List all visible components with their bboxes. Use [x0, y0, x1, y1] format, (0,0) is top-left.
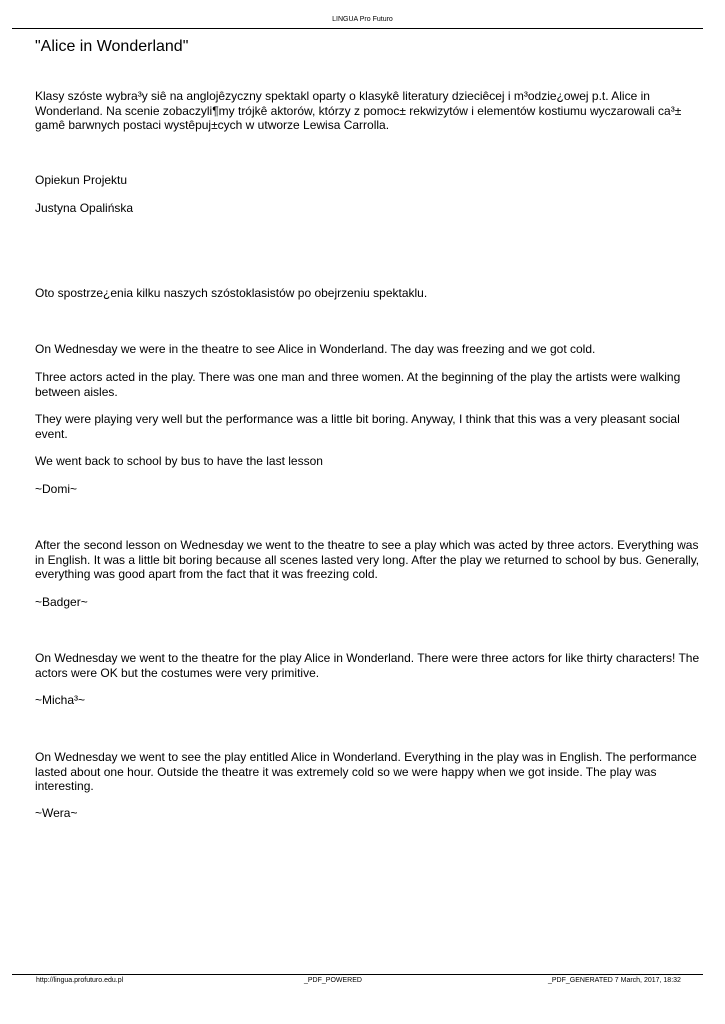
- review-badger-p1: After the second lesson on Wednesday we went to the theatre to see a play which was acted by three actors. Everything was in English. It was a little bit boring because all scenes lasted very long. After the play we returned to school by bus. Generally, everything was good apart from the fact that it was freezing cold.: [35, 538, 700, 581]
- signature-badger: ~Badger~: [35, 595, 88, 609]
- signature-michal: ~Micha³~: [35, 693, 86, 707]
- footer-generated: _PDF_GENERATED 7 March, 2017, 18:32: [548, 977, 681, 984]
- footer-powered: _PDF_POWERED: [304, 977, 362, 984]
- footer-divider: [12, 974, 703, 975]
- review-domi-p4: We went back to school by bus to have the last lesson: [35, 454, 323, 468]
- header-divider: [12, 28, 703, 29]
- signature-wera: ~Wera~: [35, 806, 78, 820]
- project-coordinator: Justyna Opalińska: [35, 201, 134, 215]
- footer-url[interactable]: http://lingua.profuturo.edu.pl: [36, 977, 124, 984]
- lead-paragraph: Oto spostrze¿enia kilku naszych szóstoklasistów po obejrzeniu spektaklu.: [35, 286, 428, 300]
- review-domi-p1: On Wednesday we were in the theatre to see Alice in Wonderland. The day was freezing and we got cold.: [35, 342, 596, 356]
- project-label: Opiekun Projektu: [35, 173, 128, 187]
- page-title: "Alice in Wonderland": [35, 38, 189, 55]
- review-michal-p1: On Wednesday we went to the theatre for the play Alice in Wonderland. There were three actors for like thirty characters! The actors were OK but the costumes were very primitive.: [35, 651, 700, 680]
- review-domi-p3: They were playing very well but the performance was a little bit boring. Anyway, I think that this was a very pleasant social event.: [35, 412, 680, 441]
- review-domi-p2: Three actors acted in the play. There was one man and three women. At the beginning of the play the artists were walking between aisles.: [35, 370, 681, 399]
- review-wera-p1: On Wednesday we went to see the play entitled Alice in Wonderland. Everything in the play was in English. The performance lasted about one hour. Outside the theatre it was extremely cold so we were happy when we got inside. The play was interesting.: [35, 750, 697, 793]
- page-header: LINGUA Pro Futuro: [332, 16, 393, 23]
- signature-domi: ~Domi~: [35, 482, 78, 496]
- intro-paragraph: Klasy szóste wybra³y siê na anglojêzyczny spektakl oparty o klasykê literatury dzieciêcej i m³odzie¿owej p.t. Alice in Wonderland. Na scenie zobaczyli¶my trójkê aktorów, którzy z pomoc± rekwizytów i elementów kostiumu wyczarowali ca³± gamê barwnych postaci wystêpuj±cych w utworze Lewisa Carrolla.: [35, 89, 682, 132]
